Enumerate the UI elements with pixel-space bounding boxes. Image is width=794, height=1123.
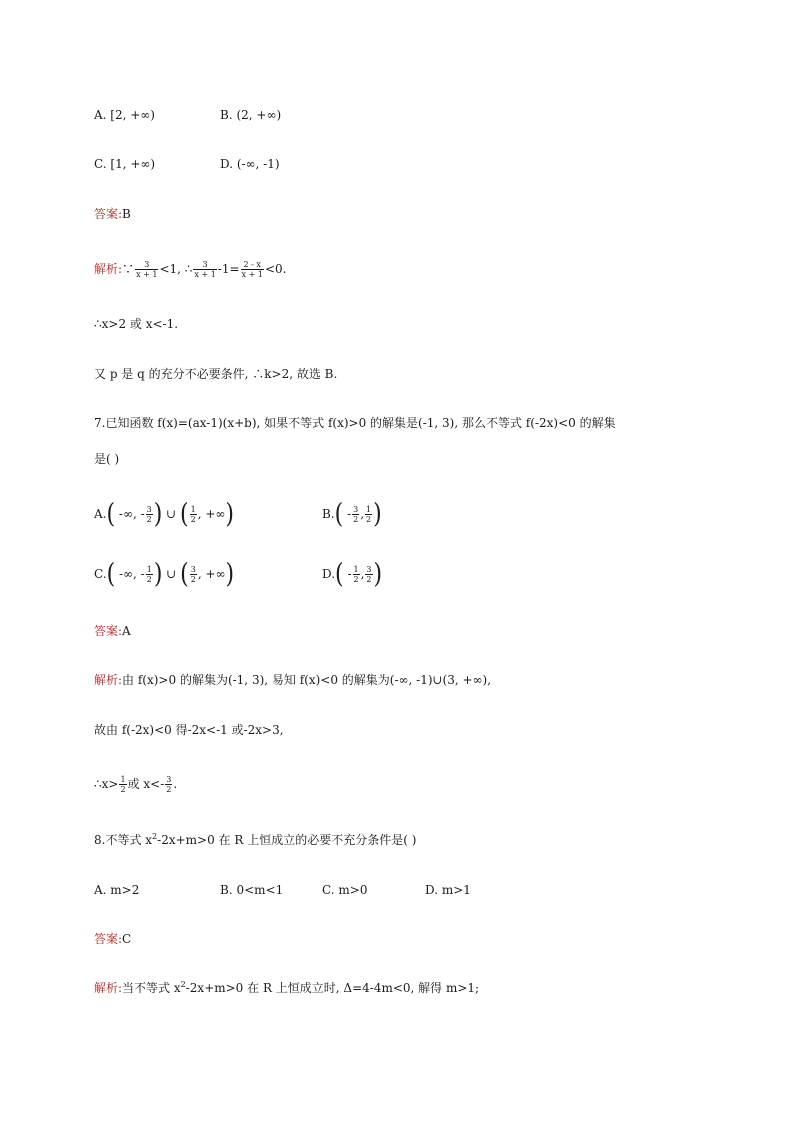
option-d: D. (-∞, -1) — [220, 157, 280, 171]
question-stem: 是( ) — [94, 452, 120, 466]
question-stem: 8.不等式 $x^2-2x+m>0$ 在 R 上恒成立的必要不充分条件是( ) — [94, 832, 417, 847]
answer-label: 答案: — [94, 932, 123, 946]
option-d: D. m>1 — [425, 883, 471, 897]
option-c: C.( -∞, - $\frac{1}{2}$ ) ∪ ( $\frac{3}{2}$ , +∞) — [94, 558, 235, 590]
answer-label: 答案: — [94, 207, 123, 221]
analysis-line: 又 p 是 q 的充分不必要条件, ∴k>2, 故选 B. — [94, 367, 338, 381]
answer-value: A — [122, 624, 131, 638]
option-a: A. m>2 — [94, 883, 140, 897]
analysis-label: 解析: — [94, 262, 123, 276]
option-c: C. [1, +∞) — [94, 157, 156, 171]
answer-line — [94, 622, 131, 640]
analysis-line: ∴x>2 或 x<-1. — [94, 317, 179, 331]
answer-line — [94, 205, 131, 223]
option-b: B. 0<m<1 — [220, 883, 284, 897]
question-stem: 7.已知函数 f(x)=(ax-1)(x+b), 如果不等式 f(x)>0 的解集是(-1, 3), 那么不等式 f(-2x)<0 的解集 — [94, 416, 616, 430]
fraction: $\frac{2 - x}{x + 1}$ — [241, 260, 263, 279]
analysis-label: 解析: — [94, 673, 123, 687]
answer-line — [94, 930, 131, 948]
option-b: B.( - $\frac{3}{2}$ , $\frac{1}{2}$ ) — [322, 498, 382, 530]
option-a: A. [2, +∞) — [94, 108, 155, 122]
option-a: A.( -∞, - $\frac{3}{2}$ ) ∪ ( $\frac{1}{2}$ , +∞) — [94, 498, 235, 530]
answer-label: 答案: — [94, 624, 123, 638]
fraction: $\frac{3}{x + 1}$ — [194, 260, 216, 279]
fraction: $\frac{3}{x + 1}$ — [136, 260, 158, 279]
analysis-line: ∴x> $\frac{1}{2}$ 或 x<- $\frac{3}{2}$ . — [94, 775, 178, 794]
option-b: B. (2, +∞) — [220, 108, 282, 122]
option-c: C. m>0 — [322, 883, 368, 897]
analysis-line: 解析:由 f(x)>0 的解集为(-1, 3), 易知 f(x)<0 的解集为(-∞, -1)∪(3, +∞), — [94, 673, 492, 687]
analysis-line: 解析:∵ $\frac{3}{x + 1}$ <1, ∴ $\frac{3}{x + 1}$ -1= $\frac{2 - x}{x + 1}$ <0. — [94, 260, 287, 279]
analysis-line: 故由 f(-2x)<0 得-2x<-1 或-2x>3, — [94, 723, 284, 737]
analysis-label: 解析: — [94, 981, 123, 995]
answer-value: C — [122, 932, 132, 946]
analysis-line: 解析:当不等式 $x^2-2x+m>0$ 在 R 上恒成立时, Δ=4-4m<0, 解得 m>1; — [94, 980, 480, 995]
option-d: D.( - $\frac{1}{2}$ , $\frac{3}{2}$ ) — [322, 558, 383, 590]
answer-value: B — [122, 207, 131, 221]
